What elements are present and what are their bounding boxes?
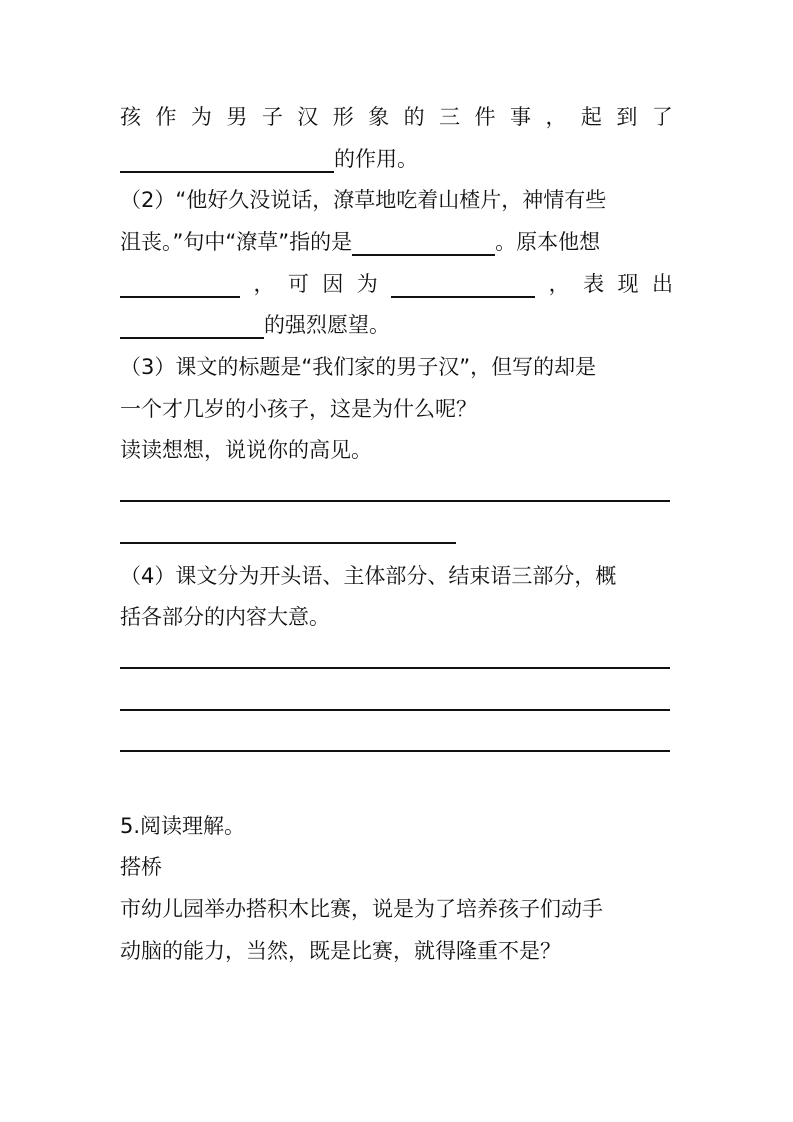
q3-line-3: 读读想想，说说你的高见。 (120, 438, 372, 462)
char: 表 (583, 272, 605, 296)
char: 象 (368, 105, 390, 129)
answer-blank[interactable] (391, 272, 535, 298)
char: 了 (651, 105, 673, 129)
answer-line[interactable] (120, 667, 670, 669)
answer-line[interactable] (120, 500, 670, 502)
char: 可 (287, 272, 309, 296)
char: 到 (616, 105, 638, 129)
q2-line-2-head: 沮丧。”句中“潦草”指的是 (120, 230, 353, 254)
char: 出 (651, 272, 673, 296)
answer-line[interactable] (120, 542, 456, 544)
char: 件 (474, 105, 496, 129)
char: ， (253, 272, 275, 296)
section-5-heading: 5.阅读理解。 (120, 814, 246, 838)
answer-blank[interactable] (120, 272, 240, 298)
q4-line-2: 括各部分的内容大意。 (120, 605, 330, 629)
char: 孩 (120, 105, 141, 129)
char: 事 (509, 105, 531, 129)
char: 形 (332, 105, 354, 129)
q3-line-2: 一个才几岁的小孩子，这是为什么呢？ (120, 397, 477, 421)
q2-line-4 (120, 311, 673, 339)
answer-blank[interactable] (120, 313, 264, 339)
char: ， (545, 105, 567, 129)
q2-line-4-text: 的强烈愿望。 (264, 313, 390, 337)
q3-line-1: （3）课文的标题是“我们家的男子汉”，但写的却是 (120, 355, 597, 379)
q1-line-1 (120, 103, 673, 131)
char: 为 (190, 105, 212, 129)
answer-blank[interactable] (352, 230, 495, 256)
char: 因 (322, 272, 344, 296)
passage-title: 搭桥 (120, 855, 162, 879)
char: ， (548, 272, 570, 296)
char: 作 (155, 105, 177, 129)
answer-blank[interactable] (120, 147, 334, 173)
q4-line-1: （4）课文分为开头语、主体部分、结束语三部分，概 (120, 564, 617, 588)
q1-line-2-text: 的作用。 (334, 147, 418, 171)
char: 为 (356, 272, 378, 296)
passage-line-1: 市幼儿园举办搭积木比赛，说是为了培养孩子们动手 (120, 897, 603, 921)
answer-line[interactable] (120, 750, 670, 752)
char: 起 (580, 105, 602, 129)
q1-line-2 (120, 145, 673, 173)
char: 子 (261, 105, 283, 129)
q2-line-2 (120, 228, 673, 256)
q2-line-1: （2）“他好久没说话，潦草地吃着山楂片，神情有些 (120, 188, 607, 212)
char: 汉 (297, 105, 319, 129)
char: 三 (439, 105, 461, 129)
char: 现 (617, 272, 639, 296)
char: 的 (403, 105, 425, 129)
char: 男 (226, 105, 248, 129)
passage-line-2: 动脑的能力，当然，既是比赛，就得隆重不是？ (120, 939, 561, 963)
q2-line-2-tail: 。原本他想 (495, 230, 601, 254)
q2-line-3 (120, 270, 673, 298)
answer-line[interactable] (120, 709, 670, 711)
